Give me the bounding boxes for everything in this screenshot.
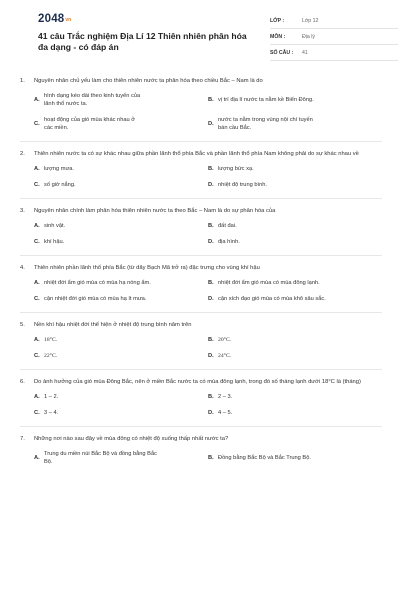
option-text: 18°C. (44, 336, 58, 343)
option-letter: C. (34, 181, 40, 188)
option-text: 3 – 4. (44, 409, 59, 416)
meta-value: Địa lý (302, 33, 315, 40)
option-c[interactable] (34, 409, 208, 418)
option-letter: B. (208, 336, 214, 343)
option-letter: C. (34, 121, 40, 128)
option-b[interactable] (208, 393, 382, 402)
option-b[interactable] (208, 336, 382, 345)
option-text: lượng bức xạ. (218, 165, 254, 172)
options (34, 92, 382, 133)
question-number: 7. (20, 435, 25, 442)
option-text: hình dạng kéo dài theo kinh tuyến của lãnh thổ nước ta. (44, 93, 141, 108)
option-text: cận nhiệt đới gió mùa có mùa hạ ít mưa. (44, 295, 147, 302)
option-letter: C. (34, 295, 40, 302)
divider (20, 312, 382, 313)
option-letter: D. (208, 409, 214, 416)
page-title: 41 câu Trắc nghiệm Địa Lí 12 Thiên nhiên phân hóa đa dạng - có đáp án (38, 31, 247, 53)
option-letter: C. (34, 238, 40, 245)
question-7 (20, 435, 382, 467)
divider (20, 369, 382, 370)
options (34, 450, 382, 467)
option-d[interactable] (208, 409, 382, 418)
option-letter: C. (34, 352, 40, 359)
question-number: 2. (20, 150, 25, 157)
meta-label: SỐ CÂU : (270, 49, 294, 56)
option-text: nhiệt đới ẩm gió mùa có mùa đông lạnh. (218, 279, 320, 286)
option-d[interactable] (208, 352, 382, 361)
option-letter: C. (34, 409, 40, 416)
question-body: Nguyên nhân chính làm phân hóa thiên nhiên nước ta theo Bắc – Nam là do sự phân hóa của (34, 207, 276, 214)
option-letter: B. (208, 454, 214, 461)
question-text (20, 435, 382, 444)
option-c[interactable] (34, 181, 208, 190)
question-1 (20, 77, 382, 133)
option-letter: D. (208, 181, 214, 188)
option-a[interactable] (34, 165, 208, 174)
option-c[interactable] (34, 238, 208, 247)
question-number: 1. (20, 78, 25, 84)
option-c[interactable] (34, 295, 208, 304)
option-text: số giờ nắng. (44, 181, 76, 188)
option-a[interactable] (34, 393, 208, 402)
option-text: địa hình. (218, 238, 240, 245)
option-d[interactable] (208, 238, 382, 247)
option-text: nhiệt đới ẩm gió mùa có mùa hạ nóng ẩm. (44, 279, 151, 286)
options (34, 393, 382, 418)
option-a[interactable] (34, 92, 208, 109)
divider (20, 255, 382, 256)
options (34, 165, 382, 190)
option-letter: B. (208, 393, 214, 400)
option-letter: A. (34, 97, 40, 104)
option-letter: D. (208, 295, 214, 302)
option-letter: B. (208, 97, 214, 104)
question-4 (20, 264, 382, 304)
option-text: 1 – 2. (44, 393, 59, 400)
question-2 (20, 150, 382, 190)
option-letter: B. (208, 222, 214, 229)
question-number: 4. (20, 264, 25, 271)
logo-suffix: vn (65, 17, 72, 23)
question-6 (20, 378, 382, 418)
option-letter: D. (208, 352, 214, 359)
option-letter: A. (34, 393, 40, 400)
option-c[interactable] (34, 116, 208, 133)
question-text (20, 207, 382, 216)
meta-label: MÔN : (270, 33, 286, 40)
option-a[interactable] (34, 450, 208, 467)
option-letter: D. (208, 238, 214, 245)
site-logo[interactable] (38, 13, 71, 25)
option-b[interactable] (208, 165, 382, 174)
divider (20, 141, 382, 142)
option-letter: A. (34, 336, 40, 343)
divider (20, 198, 382, 199)
question-text (20, 321, 382, 330)
option-text: 22°C. (44, 352, 58, 359)
option-text: khí hậu. (44, 238, 65, 245)
question-text (20, 264, 382, 273)
question-list (20, 77, 382, 466)
question-body: Nguyên nhân chủ yếu làm cho thiên nhiên nước ta phân hóa theo chiều Bắc – Nam là do (34, 78, 263, 84)
page-header (18, 0, 382, 64)
question-number: 3. (20, 207, 25, 214)
question-3 (20, 207, 382, 247)
meta-row-count (270, 45, 398, 61)
option-c[interactable] (34, 352, 208, 361)
question-body: Thiên nhiên phần lãnh thổ phía Bắc (từ dãy Bạch Mã trở ra) đặc trưng cho vùng khí hậu (34, 264, 260, 271)
option-text: cận xích đạo gió mùa có mùa khô sâu sắc. (218, 295, 326, 302)
meta-value: 41 (302, 49, 308, 56)
option-b[interactable] (208, 92, 382, 109)
option-text: 20°C. (218, 336, 232, 343)
question-number: 6. (20, 378, 25, 385)
option-b[interactable] (208, 222, 382, 231)
question-number: 5. (20, 321, 25, 328)
option-letter: A. (34, 454, 40, 461)
question-text (20, 150, 382, 159)
meta-row-class (270, 13, 398, 29)
question-text (20, 378, 382, 387)
option-text: 4 – 5. (218, 409, 233, 416)
option-text: lượng mưa. (44, 165, 74, 172)
option-text: nhiệt độ trung bình. (218, 181, 268, 188)
option-text: 2 – 3. (218, 393, 233, 400)
options (34, 222, 382, 247)
option-a[interactable] (34, 279, 208, 288)
logo-text: 2048 (38, 13, 65, 25)
option-text: sinh vật. (44, 222, 66, 229)
question-body: Thiên nhiên nước ta có sự khác nhau giữa phần lãnh thổ phía Bắc và phần lãnh thổ phía Nam không phải do sự khác nhau về (34, 150, 359, 157)
option-d[interactable] (208, 116, 382, 133)
option-letter: B. (208, 165, 214, 172)
option-d[interactable] (208, 295, 382, 304)
option-b[interactable] (208, 279, 382, 288)
option-text: đất đai. (218, 222, 237, 229)
question-5 (20, 321, 382, 361)
option-letter: A. (34, 279, 40, 286)
divider (20, 426, 382, 427)
options (34, 279, 382, 304)
option-text: hoạt động của gió mùa khác nhau ở các miền. (44, 116, 136, 132)
option-letter: A. (34, 222, 40, 229)
question-body: Nền khí hậu nhiệt đới thể hiện ở nhiệt độ trung bình năm trên (34, 321, 192, 328)
option-b[interactable] (208, 450, 382, 467)
meta-row-subject (270, 29, 398, 45)
meta-value: Lớp 12 (302, 17, 319, 24)
option-d[interactable] (208, 181, 382, 190)
option-a[interactable] (34, 222, 208, 231)
option-text: Trung du miền núi Bắc Bộ và đồng bằng Bắc Bộ. (44, 450, 157, 466)
meta-label: LỚP : (270, 17, 285, 24)
options (34, 336, 382, 361)
question-body: Do ảnh hưởng của gió mùa Đông Bắc, nên ở miền Bắc nước ta có mùa đông lạnh, trong đó số tháng lạnh dưới 18°C là (tháng) (34, 378, 361, 385)
option-text: Đồng bằng Bắc Bộ và Bắc Trung Bộ. (218, 454, 311, 461)
option-a[interactable] (34, 336, 208, 345)
question-body: Những nơi nào sau đây về mùa đông có nhiệt độ xuống thấp nhất nước ta? (34, 435, 229, 442)
option-text: 24°C. (218, 352, 232, 359)
option-letter: D. (208, 121, 214, 128)
meta-info (270, 13, 398, 61)
question-text (20, 77, 382, 86)
option-text: nước ta nằm trong vùng nội chí tuyến bán cầu Bắc. (218, 116, 313, 132)
option-letter: B. (208, 279, 214, 286)
option-text: vị trí địa lí nước ta nằm kề Biển Đông. (218, 97, 314, 104)
option-letter: A. (34, 165, 40, 172)
